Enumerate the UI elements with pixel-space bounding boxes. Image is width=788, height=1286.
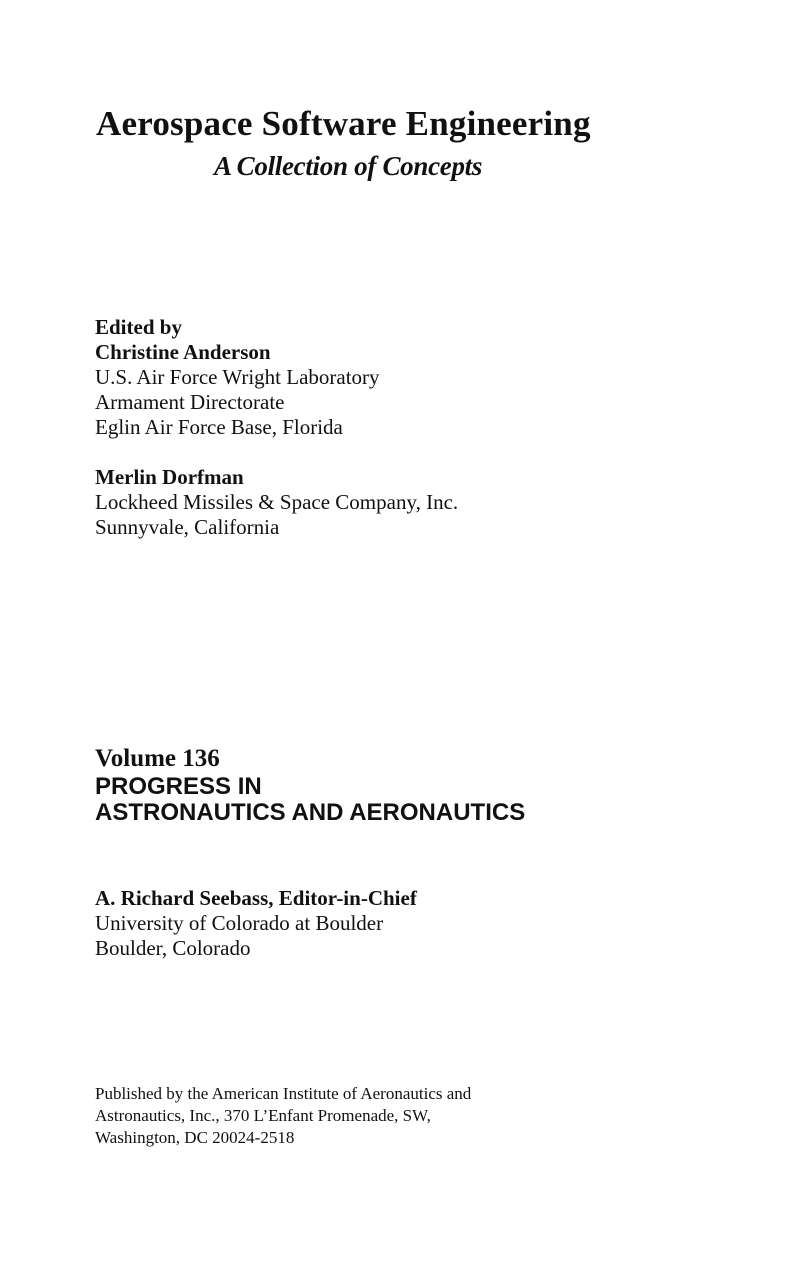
editor-affiliation-line: Sunnyvale, California	[95, 515, 280, 539]
editor-in-chief-affiliation-line: University of Colorado at Boulder	[95, 911, 384, 935]
editor-affiliation-line: Eglin Air Force Base, Florida	[95, 415, 343, 439]
series-name-line: PROGRESS IN	[95, 773, 262, 800]
series-block	[95, 744, 525, 826]
series-name-line: ASTRONAUTICS AND AERONAUTICS	[95, 799, 526, 826]
editor-affiliation-line: U.S. Air Force Wright Laboratory	[95, 365, 380, 389]
publisher-block	[95, 1083, 471, 1149]
editor-block-2	[95, 465, 458, 540]
editor-in-chief-affiliation-line: Boulder, Colorado	[95, 936, 251, 960]
editor-name: Christine Anderson	[95, 340, 271, 364]
editor-block-1	[95, 315, 380, 440]
volume-number: Volume 136	[95, 745, 220, 772]
publisher-line: Published by the American Institute of Aeronautics and	[95, 1084, 472, 1103]
editor-in-chief-name: A. Richard Seebass, Editor-in-Chief	[95, 886, 417, 910]
book-title: Aerospace Software Engineering	[96, 104, 591, 143]
publisher-line: Astronautics, Inc., 370 L’Enfant Promenade, SW,	[95, 1106, 431, 1125]
editor-affiliation-line: Armament Directorate	[95, 390, 285, 414]
editor-name: Merlin Dorfman	[95, 465, 244, 489]
editor-affiliation-line: Lockheed Missiles & Space Company, Inc.	[95, 490, 459, 514]
book-subtitle: A Collection of Concepts	[214, 151, 483, 181]
edited-by-label: Edited by	[95, 315, 182, 339]
editor-in-chief-block	[95, 886, 417, 961]
publisher-line: Washington, DC 20024-2518	[95, 1128, 295, 1147]
